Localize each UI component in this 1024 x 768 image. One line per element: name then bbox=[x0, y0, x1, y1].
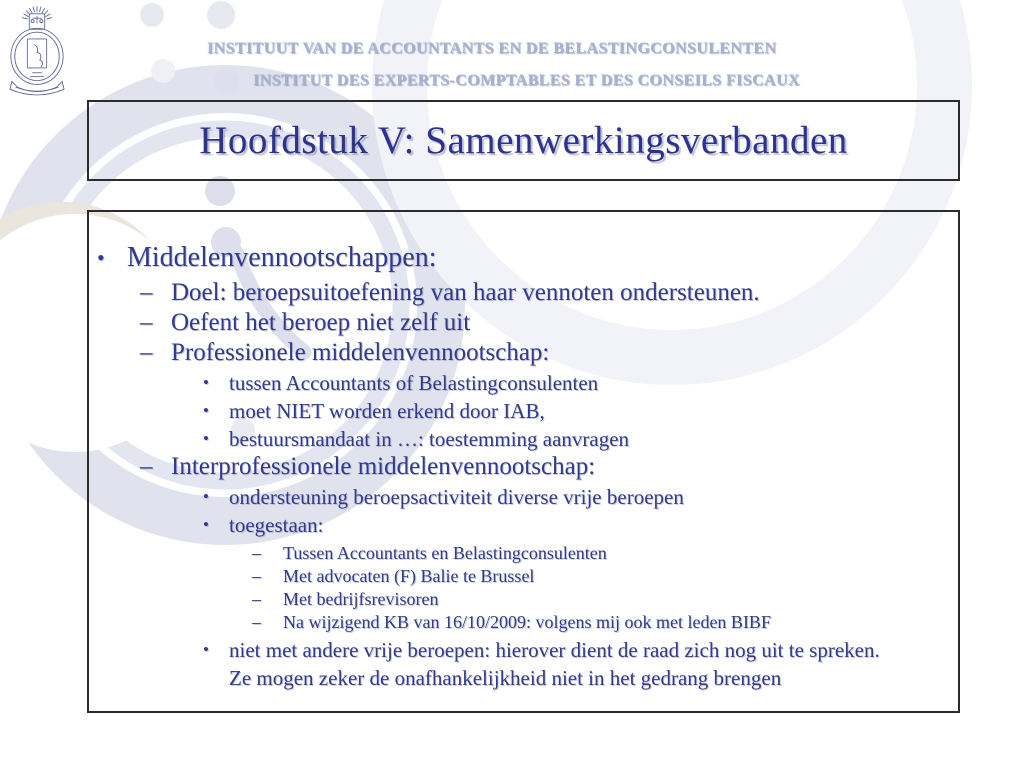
bullet-marker: – bbox=[140, 453, 153, 480]
bullet-item bbox=[89, 338, 938, 368]
bullet-item bbox=[89, 278, 938, 308]
bullet-item bbox=[89, 542, 938, 565]
bullet-item bbox=[89, 565, 938, 588]
bullet-text: Met bedrijfsrevisoren bbox=[283, 589, 439, 609]
bullet-text: Doel: beroepsuitoefening van haar vennoten ondersteunen. bbox=[171, 279, 760, 306]
slide-title: Hoofdstuk V: Samenwerkingsverbanden bbox=[199, 119, 848, 162]
bullet-marker: – bbox=[140, 339, 153, 366]
bullet-item bbox=[89, 636, 938, 692]
bullet-marker: – bbox=[140, 309, 153, 336]
bullet-item bbox=[89, 308, 938, 338]
bullet-text: tussen Accountants of Belastingconsulenten bbox=[229, 371, 599, 395]
bullet-marker: – bbox=[252, 589, 261, 609]
bullet-item bbox=[89, 370, 938, 396]
bullet-marker: • bbox=[203, 515, 209, 534]
bullet-text: bestuursmandaat in …: toestemming aanvragen bbox=[229, 427, 630, 451]
bullet-text: Tussen Accountants en Belastingconsulenten bbox=[283, 543, 607, 563]
bullet-marker: • bbox=[203, 429, 209, 448]
bullet-text: Professionele middelenvennootschap: bbox=[171, 339, 550, 366]
institute-logo-crest-icon bbox=[8, 3, 66, 100]
content-box bbox=[87, 210, 960, 713]
bullet-item bbox=[89, 426, 938, 452]
bullet-text: niet met andere vrije beroepen: hierover dient de raad zich nog uit te spreken. Ze mogen zeker de onafhankelijkheid niet in het gedrang brengen bbox=[229, 638, 880, 690]
bullet-item bbox=[89, 238, 938, 278]
bullet-item bbox=[89, 588, 938, 611]
bullet-item bbox=[89, 398, 938, 424]
bullet-text: moet NIET worden erkend door IAB, bbox=[229, 399, 545, 423]
bullet-text: ondersteuning beroepsactiviteit diverse vrije beroepen bbox=[229, 485, 684, 509]
institute-name-line1: INSTITUUT VAN DE ACCOUNTANTS EN DE BELASTINGCONSULENTEN bbox=[207, 40, 777, 57]
title-box bbox=[87, 100, 960, 181]
bullet-marker: • bbox=[203, 373, 209, 392]
bullet-marker: – bbox=[140, 279, 153, 306]
institute-name-line2: INSTITUT DES EXPERTS-COMPTABLES ET DES CONSEILS FISCAUX bbox=[253, 72, 800, 89]
bullet-text: Oefent het beroep niet zelf uit bbox=[171, 309, 471, 336]
bullet-text: toegestaan: bbox=[229, 513, 324, 537]
bullet-marker: • bbox=[97, 245, 105, 270]
bullet-item bbox=[89, 611, 938, 634]
bullet-marker: • bbox=[203, 401, 209, 420]
bullet-item bbox=[89, 452, 938, 482]
bullet-marker: • bbox=[203, 640, 209, 659]
bullet-marker: – bbox=[252, 566, 261, 586]
bullet-text: Interprofessionele middelenvennootschap: bbox=[171, 453, 596, 480]
bullet-text: Na wijzigend KB van 16/10/2009: volgens mij ook met leden BIBF bbox=[283, 612, 771, 632]
bullet-list bbox=[89, 212, 958, 692]
bullet-text: Met advocaten (F) Balie te Brussel bbox=[283, 566, 535, 586]
bullet-text: Middelenvennootschappen: bbox=[127, 242, 437, 273]
bullet-marker: • bbox=[203, 487, 209, 506]
bullet-item bbox=[89, 484, 938, 510]
bullet-marker: – bbox=[252, 543, 261, 563]
bullet-marker: – bbox=[252, 612, 261, 632]
bullet-item bbox=[89, 512, 938, 538]
